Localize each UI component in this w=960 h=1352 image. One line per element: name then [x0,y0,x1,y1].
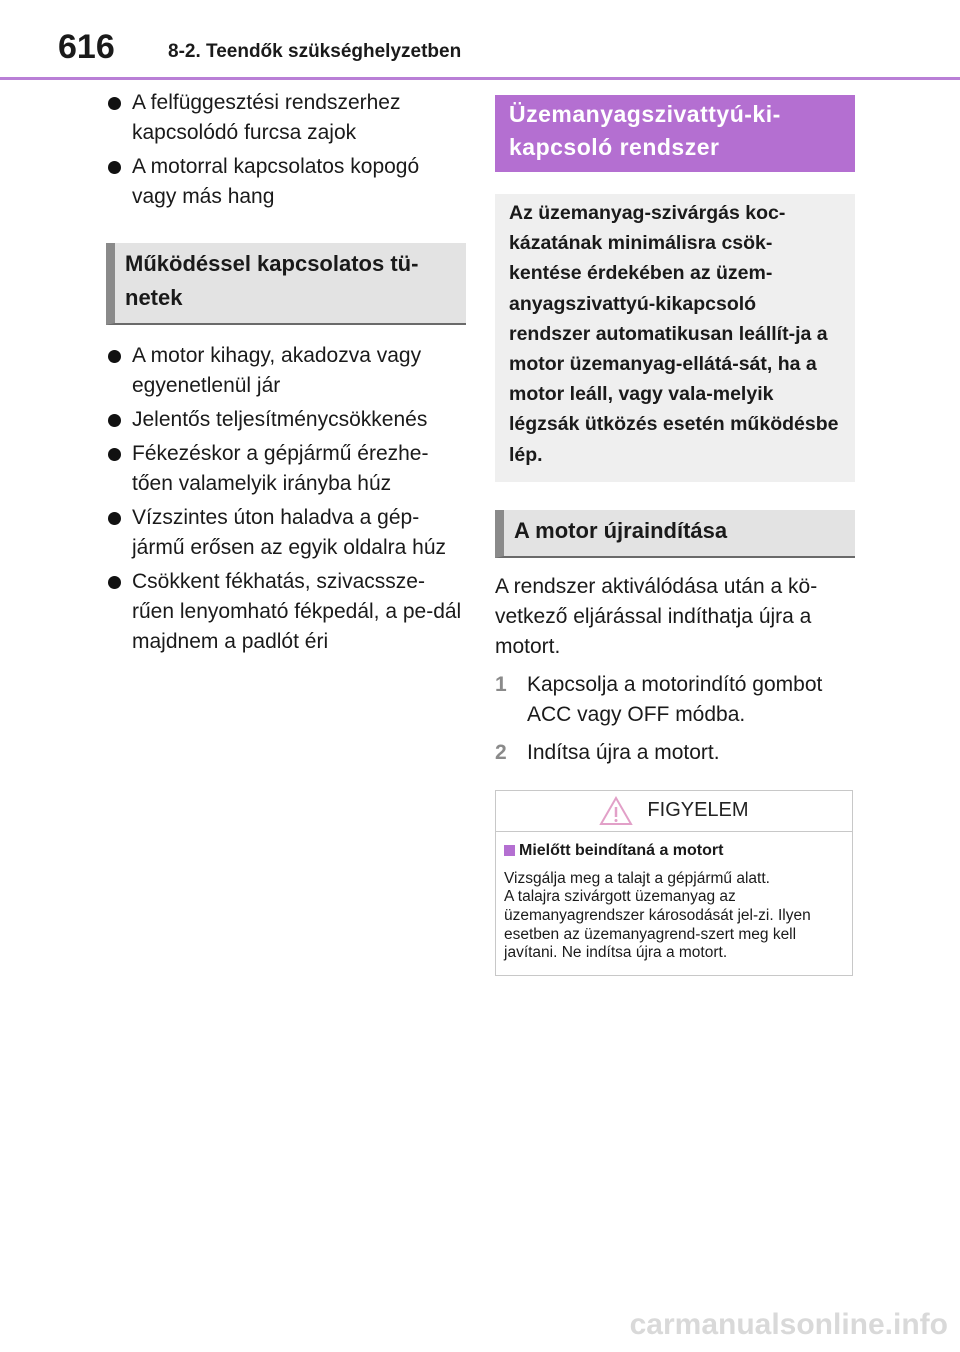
warning-text: Vizsgálja meg a talajt a gépjármű alatt. A talajra szivárgott üzemanyag az üzemanyagrendszer károsodását jel-zi. Ilyen esetben az üzemanyagrend-szert meg kell javítani. Ne indítsa újra a motort. [504,869,811,962]
symptom-list-bottom [106,341,466,657]
warning-header [496,791,852,832]
chapter-title: 8-2. Teendők szükséghelyzetben [168,41,462,62]
step-text: Kapcsolja a motorindító gombot ACC vagy OFF módba. [527,672,823,726]
bullet-icon [108,350,121,363]
list-item-text: Jelentős teljesítménycsökkenés [132,408,428,431]
list-item-text: A felfüggesztési rendszerhez kapcsolódó furcsa zajok [132,91,401,144]
symptom-list-top [106,88,466,212]
step-number: 1 [495,672,507,696]
list-item [106,405,466,435]
watermark: carmanualsonline.info [629,1308,948,1341]
list-item-text: A motorral kapcsolatos kopogó vagy más hang [132,155,420,208]
warning-triangle-icon [599,796,633,826]
section-heading-operation-symptoms: Működéssel kapcsolatos tü-netek [106,243,466,325]
list-item-text: A motor kihagy, akadozva vagy egyenetlenül jár [132,344,422,397]
warning-subtitle-text: Mielőtt beindítaná a motort [519,841,724,859]
list-item [106,88,466,148]
header-divider [0,77,960,80]
bullet-icon [108,97,121,110]
bullet-icon [108,448,121,461]
list-item [106,567,466,657]
bullet-icon [108,512,121,525]
step-text: Indítsa újra a motort. [527,740,720,764]
section-heading-fuel-pump-cutoff: Üzemanyagszivattyú-ki-kapcsoló rendszer [495,95,855,172]
warning-body [496,832,852,975]
step-item [495,670,855,730]
info-box: Az üzemanyag-szivárgás koc-kázatának minimálisra csök-kentése érdekében az üzem-anyagszivattyú-kikapcsoló rendszer automatikusan leállít-ja a motor üzemanyag-ellátá-sát, ha a motor leáll, vagy vala-melyik légzsák ütközés esetén működésbe lép. [495,194,855,482]
step-item [495,738,855,768]
right-column [495,95,855,976]
section-heading-restart-engine: A motor újraindítása [495,510,855,558]
warning-title: FIGYELEM [647,799,749,822]
square-bullet-icon [504,845,515,856]
list-item-text: Fékezéskor a gépjármű érezhe-tően valamelyik irányba húz [132,442,429,495]
list-item-text: Vízszintes úton haladva a gép-jármű erősen az egyik oldalra húz [132,506,446,559]
page-number: 616 [58,28,115,66]
bullet-icon [108,161,121,174]
step-number: 2 [495,740,507,764]
list-item [106,439,466,499]
left-column [106,88,466,661]
list-item [106,341,466,401]
intro-paragraph: A rendszer aktiválódása után a kö-vetkező eljárással indíthatja újra a motort. [495,574,818,658]
bullet-icon [108,414,121,427]
list-item [106,503,466,563]
list-item-text: Csökkent fékhatás, szivacssze-rűen lenyomható fékpedál, a pe-dál majdnem a padlót éri [132,570,462,653]
list-item [106,152,466,212]
warning-box [495,790,853,976]
bullet-icon [108,576,121,589]
warning-subtitle [504,840,844,862]
